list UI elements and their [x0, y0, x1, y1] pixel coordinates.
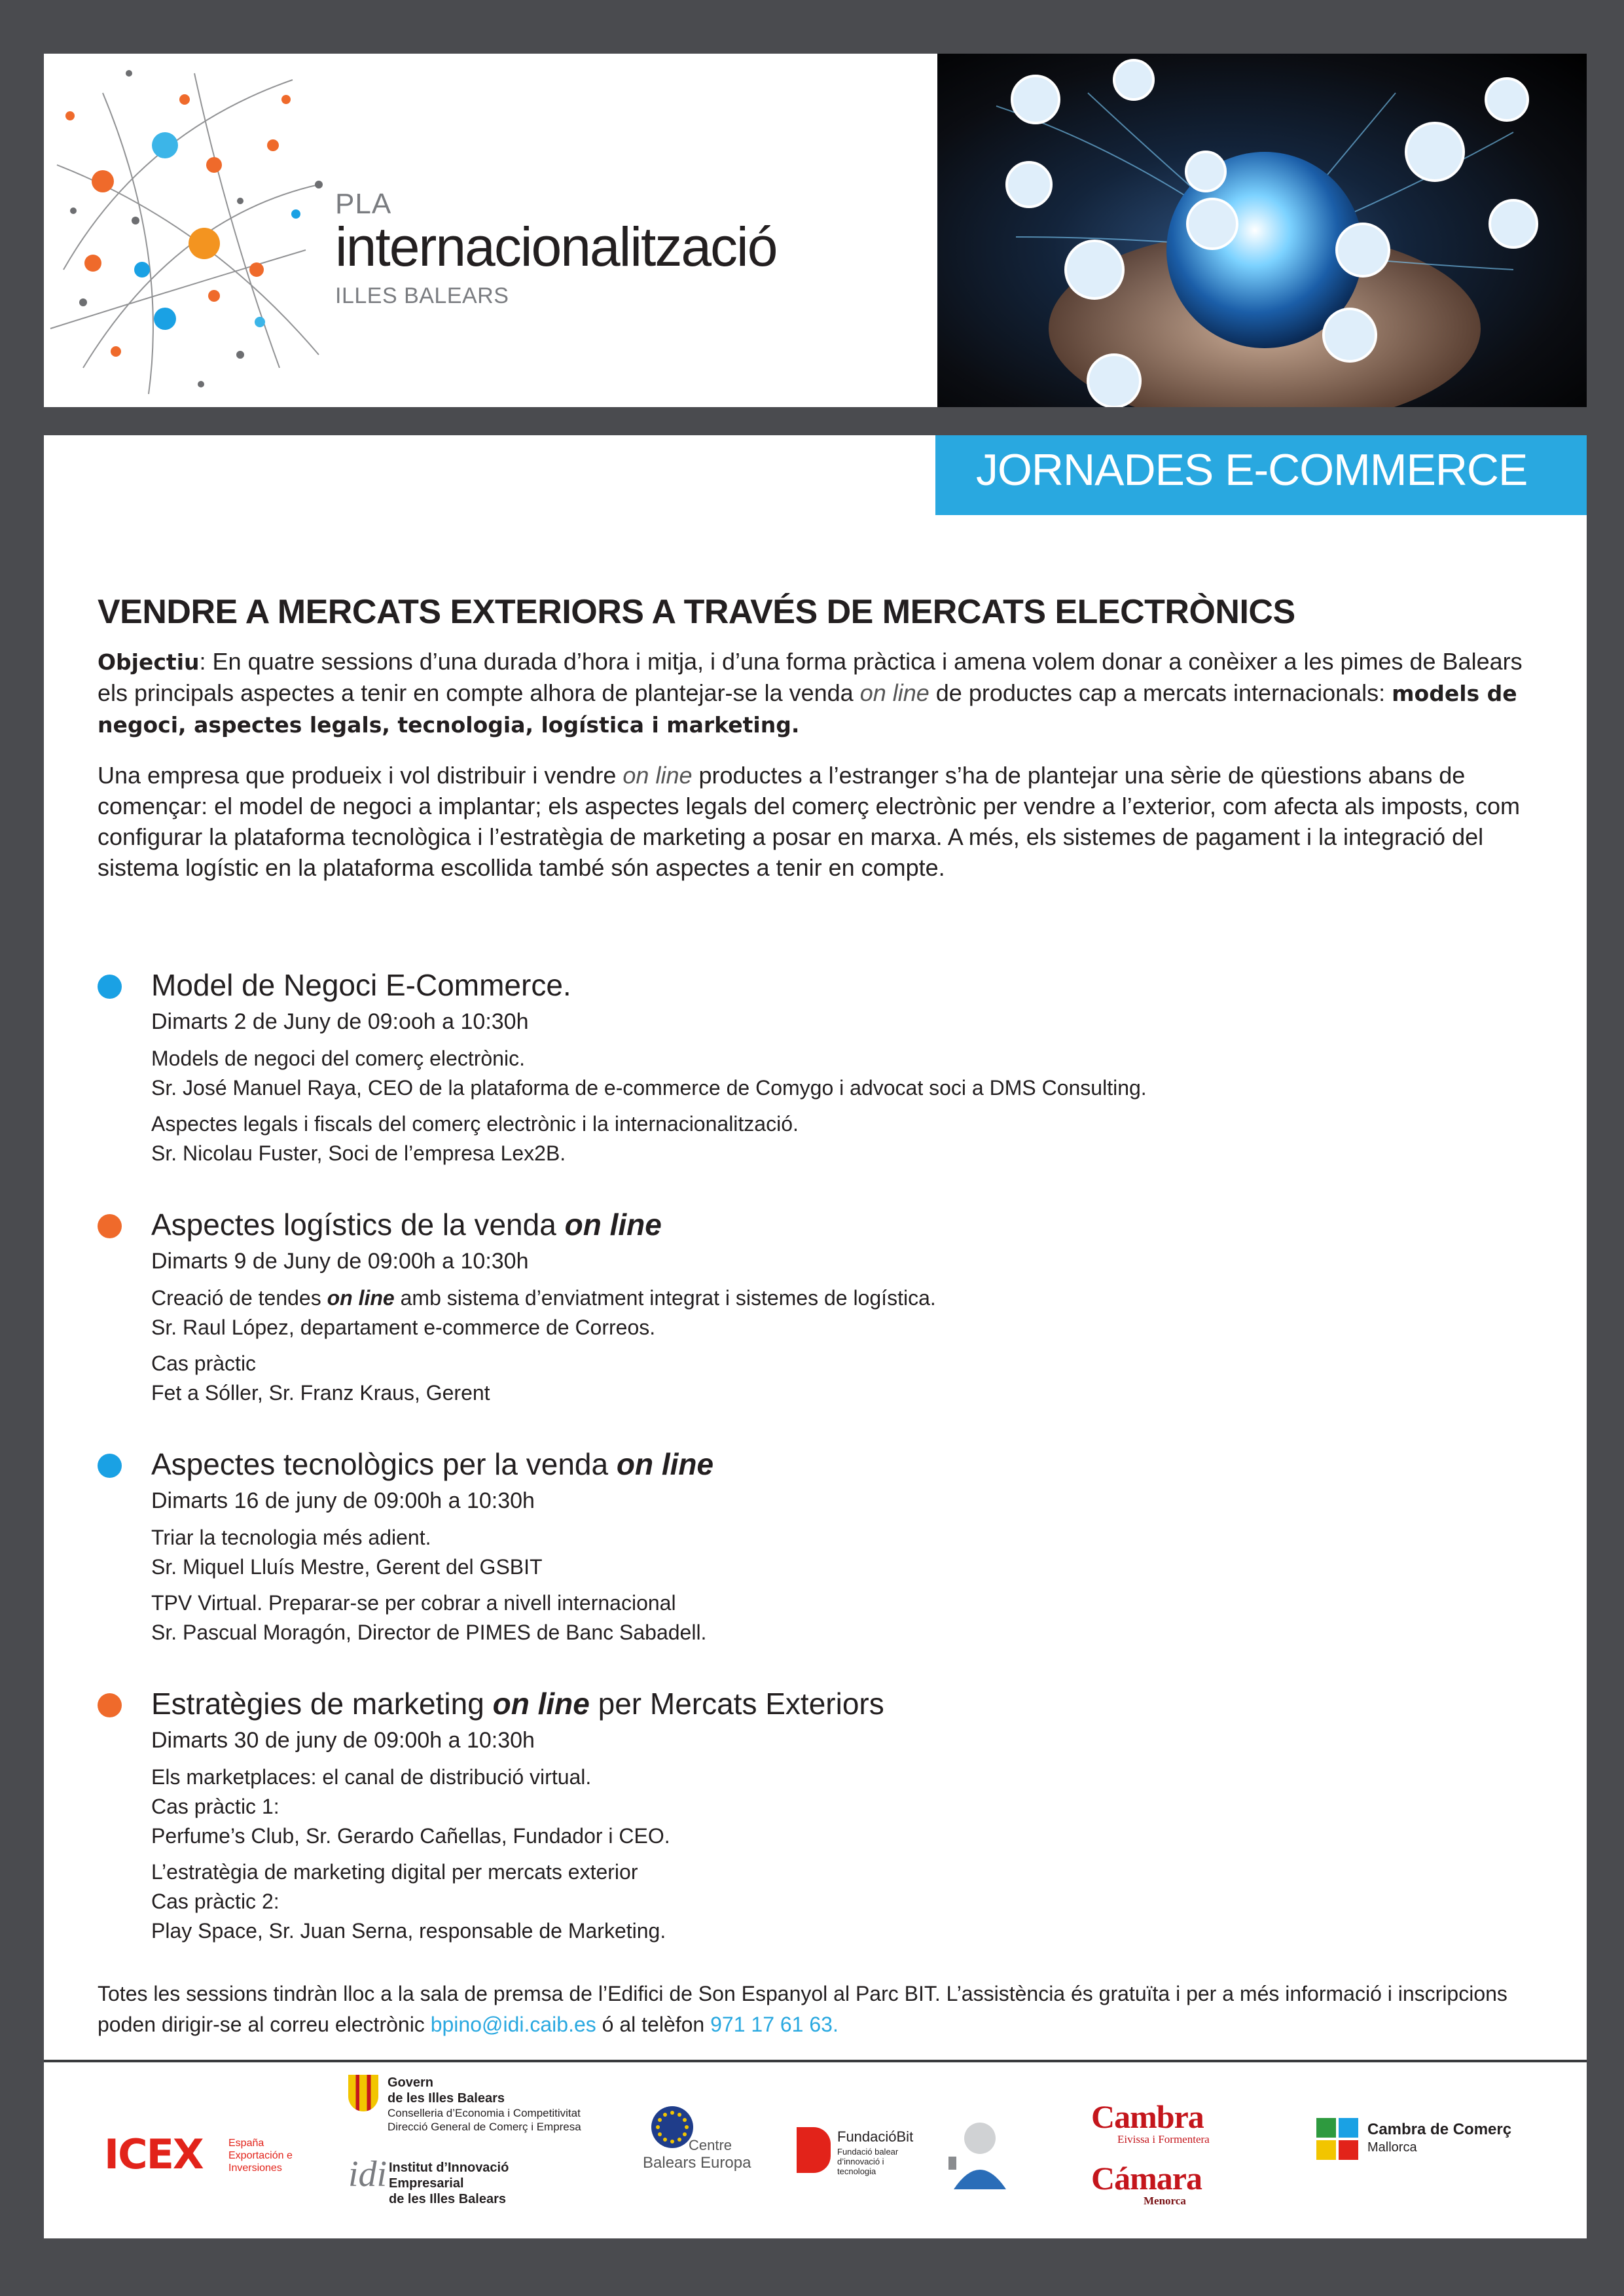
- footer-text-2: ó al telèfon: [596, 2013, 711, 2036]
- cambra-subtitle: Eivissa i Formentera: [1117, 2133, 1210, 2145]
- main-panel: [44, 435, 1587, 2238]
- fundaciobit-subtitle: Fundació balear d’innovació i tecnologia: [837, 2147, 899, 2176]
- brand-block: [335, 188, 776, 309]
- banner-title: JORNADES E-COMMERCE: [976, 445, 1528, 495]
- objective-text: En quatre sessions d’una durada d’hora i mitja, i d’una forma pràctica i amena volem donar a conèixer a les pimes de Balears els principals aspectes a tenir en compte alhora de plantejar-se la venda: [98, 648, 1523, 706]
- fundaciobit-title: FundacióBit: [837, 2128, 914, 2145]
- session-title-text: Aspectes logístics de la venda: [151, 1208, 565, 1242]
- brand-title: internacionalització: [335, 216, 777, 278]
- online-term: on line: [616, 1447, 714, 1481]
- idi-line-3: de les Illes Balears: [389, 2192, 507, 2206]
- online-term: on line: [492, 1687, 590, 1721]
- session-date: Dimarts 9 de Juny de 09:00h a 10:30h: [151, 1249, 529, 1274]
- icex-logo: [104, 2130, 293, 2178]
- person-logo: [941, 2117, 1026, 2196]
- session-date: Dimarts 30 de juny de 09:00h a 10:30h: [151, 1728, 535, 1753]
- govern-sub-2: Direcció General de Comerç i Empresa: [388, 2121, 581, 2133]
- session-3: [98, 1444, 1538, 1647]
- phone-link[interactable]: 971 17 61 63.: [710, 2013, 839, 2036]
- bullet-dot-icon: [98, 975, 122, 999]
- session-line: Triar la tecnologia més adient.: [151, 1526, 431, 1549]
- session-line: L’estratègia de marketing digital per mercats exterior: [151, 1860, 638, 1884]
- footer-text: Totes les sessions tindràn lloc a la sala de premsa de l’Edifici de Son Espanyol al Parc BIT. L’assistència és gratuïta i per a més informació i inscripcions poden dirigir-se al correu electrònic: [98, 1982, 1507, 2036]
- brand-subtitle: ILLES BALEARS: [335, 283, 509, 309]
- session-line: Cas pràctic 1:: [151, 1795, 280, 1818]
- globe-hands-icon: [937, 54, 1587, 407]
- icex-subtitle: España Exportación e Inversiones: [228, 2138, 293, 2174]
- session-line: Aspectes legals i fiscals del comerç electrònic i la internacionalització.: [151, 1112, 799, 1136]
- govern-title-2: de les Illes Balears: [388, 2091, 505, 2106]
- session-title-text: Aspectes tecnològics per la venda: [151, 1447, 617, 1481]
- cambra-mallorca-subtitle: Mallorca: [1367, 2140, 1417, 2155]
- intro-text: Una empresa que produeix i vol distribuir i vendre: [98, 762, 623, 789]
- bullet-dot-icon: [98, 1214, 122, 1238]
- page-title: VENDRE A MERCATS EXTERIORS A TRAVÉS DE MERCATS ELECTRÒNICS: [98, 593, 1295, 631]
- objective-label: Objectiu: [98, 649, 200, 675]
- header: [44, 54, 1587, 407]
- online-term: on line: [859, 679, 929, 706]
- person-icon: [941, 2117, 1026, 2196]
- govern-title-1: Govern: [388, 2075, 434, 2090]
- session-line: Cas pràctic 2:: [151, 1890, 280, 1913]
- govern-shield-icon: [348, 2075, 378, 2111]
- session-line: TPV Virtual. Preparar-se per cobrar a nivell internacional: [151, 1591, 676, 1615]
- session-title: [151, 1684, 1538, 1723]
- online-term: on line: [327, 1286, 395, 1310]
- session-date: Dimarts 2 de Juny de 09:ooh a 10:30h: [151, 1009, 529, 1034]
- session-line: Sr. Nicolau Fuster, Soci de l’empresa Lex2B.: [151, 1141, 566, 1165]
- session-line: [151, 1283, 1538, 1313]
- header-brand-panel: [44, 54, 935, 407]
- session-line: Cas pràctic: [151, 1352, 257, 1375]
- footer-paragraph: [98, 1979, 1538, 2040]
- intro-text-2: productes a l’estranger s’ha de plantejar una sèrie de qüestions abans de començar: el model de negoci a implantar; els aspectes legals del comerç electrònic per vendre a l’exterior, com afecta als imposts, com configurar la plataforma tecnològica i l’estratègia de marketing a posar en marxa. A més, els sistemes de pagament i la integració del sistema logístic en la plataforma escollida també són aspectes a tenir en compte.: [98, 762, 1521, 881]
- session-title: [151, 1444, 1538, 1484]
- objective-text-2: de productes cap a mercats internacionals:: [929, 679, 1392, 706]
- session-line: Sr. Pascual Moragón, Director de PIMES de Banc Sabadell.: [151, 1621, 707, 1644]
- brand-pre: PLA: [335, 188, 392, 220]
- intro-paragraph: [98, 760, 1538, 883]
- cambra-mallorca-title: Cambra de Comerç: [1367, 2121, 1512, 2138]
- session-4: [98, 1684, 1538, 1946]
- session-line: Sr. Miquel Lluís Mestre, Gerent del GSBIT: [151, 1555, 543, 1579]
- session-line: Els marketplaces: el canal de distribució virtual.: [151, 1765, 592, 1789]
- icex-mark: ICEX: [104, 2130, 203, 2178]
- camara-mark: Cámara: [1091, 2160, 1202, 2197]
- online-term: on line: [564, 1208, 662, 1242]
- idi-line-1: Institut d’Innovació: [389, 2161, 509, 2175]
- bullet-dot-icon: [98, 1454, 122, 1478]
- camara-subtitle: Menorca: [1144, 2195, 1186, 2207]
- objective-paragraph: Objectiu: En quatre sessions d’una durada d’hora i mitja, i d’una forma pràctica i amena volem donar a conèixer a les pimes de Balears els principals aspectes a tenir en compte alhora de plantejar-se la venda on line de productes cap a mercats internacionals: models de negoci, aspectes legals, tecnologia, logística i marketing.: [98, 648, 1523, 738]
- session-title: Model de Negoci E-Commerce.: [151, 968, 571, 1002]
- idi-mark: idi: [348, 2154, 388, 2195]
- fundaciobit-mark-icon: [797, 2127, 831, 2173]
- centre-line-1: Centre: [689, 2137, 732, 2153]
- session-title-text: Estratègies de marketing: [151, 1687, 493, 1721]
- govern-sub-1: Conselleria d’Economia i Competitivitat: [388, 2107, 581, 2119]
- content: [98, 592, 1538, 2061]
- section-banner: [935, 435, 1587, 515]
- session-title: [151, 1205, 1538, 1244]
- header-photo: [937, 54, 1587, 407]
- bullet-dot-icon: [98, 1693, 122, 1717]
- objective-topics: models de negoci, aspectes legals, tecnologia, logística i marketing.: [98, 681, 1517, 738]
- session-line: Models de negoci del comerç electrònic.: [151, 1047, 525, 1070]
- session-line: Perfume’s Club, Sr. Gerardo Cañellas, Fundador i CEO.: [151, 1824, 670, 1848]
- idi-logo: [348, 2153, 509, 2206]
- cambra-mallorca-mark-icon: [1314, 2115, 1361, 2162]
- logo-divider: [44, 2060, 1587, 2062]
- session-line: Fet a Sóller, Sr. Franz Kraus, Gerent: [151, 1381, 490, 1405]
- centre-line-2: Balears Europa: [643, 2154, 751, 2172]
- session-date: Dimarts 16 de juny de 09:00h a 10:30h: [151, 1488, 535, 1513]
- cambra-mark: Cambra: [1091, 2098, 1204, 2135]
- session-line-text: amb sistema d’enviatment integrat i sistemes de logística.: [394, 1286, 936, 1310]
- session-2: [98, 1205, 1538, 1408]
- session-line: Sr. José Manuel Raya, CEO de la plataforma de e-commerce de Comygo i advocat soci a DMS Consulting.: [151, 1076, 1147, 1100]
- cambra-eivissa-logo: [1091, 2098, 1268, 2208]
- online-term: on line: [623, 762, 693, 789]
- session-line: Sr. Raul López, departament e-commerce de Correos.: [151, 1316, 656, 1339]
- session-line-text: Creació de tendes: [151, 1286, 327, 1310]
- session-line: Play Space, Sr. Juan Serna, responsable de Marketing.: [151, 1919, 666, 1943]
- idi-line-2: Empresarial: [389, 2176, 464, 2191]
- session-1: [98, 965, 1538, 1168]
- session-title-text: per Mercats Exteriors: [589, 1687, 884, 1721]
- email-link[interactable]: bpino@idi.caib.es: [430, 2013, 596, 2036]
